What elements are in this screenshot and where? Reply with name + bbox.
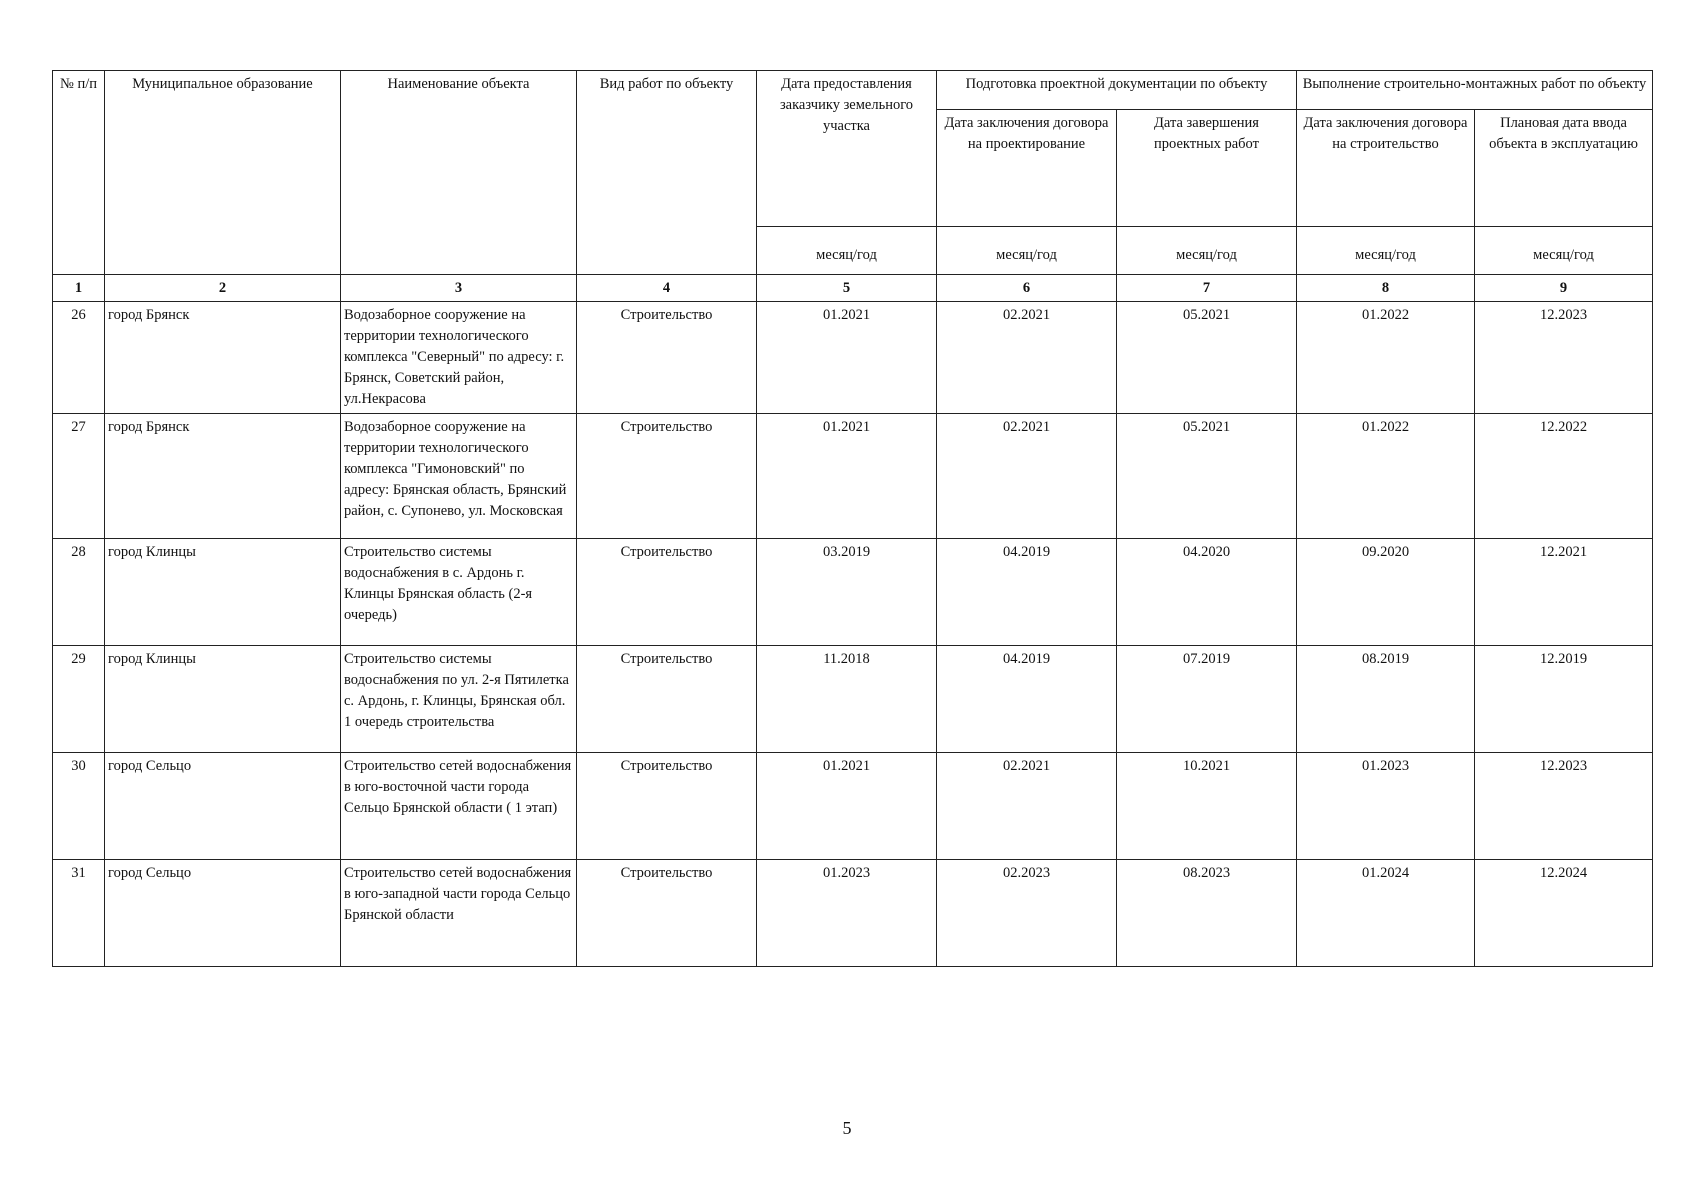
- unit-label: месяц/год: [757, 227, 937, 275]
- land-date-cell: 01.2021: [757, 302, 937, 414]
- build-contract-date-cell: 08.2019: [1297, 646, 1475, 753]
- column-numbers-row: [53, 275, 1653, 302]
- header-group-build: Выполнение строительно-монтажных работ по объекту: [1297, 71, 1653, 110]
- municipality-cell: город Брянск: [105, 414, 341, 539]
- table-row: [53, 753, 1653, 860]
- table-row: [53, 302, 1653, 414]
- design-contract-date-cell: 04.2019: [937, 646, 1117, 753]
- commission-date-cell: 12.2024: [1475, 860, 1653, 967]
- land-date-cell: 01.2023: [757, 860, 937, 967]
- municipality-cell: город Брянск: [105, 302, 341, 414]
- header-design-contract: Дата заключения договора на проектирование: [937, 110, 1117, 227]
- page-number: 5: [842, 1118, 852, 1138]
- column-number: 9: [1475, 275, 1653, 302]
- design-finish-date-cell: 05.2021: [1117, 302, 1297, 414]
- work-type-cell: Строительство: [577, 646, 757, 753]
- design-contract-date-cell: 04.2019: [937, 539, 1117, 646]
- build-contract-date-cell: 01.2024: [1297, 860, 1475, 967]
- commission-date-cell: 12.2019: [1475, 646, 1653, 753]
- header-commission-date: Плановая дата ввода объекта в эксплуатацию: [1475, 110, 1653, 227]
- design-finish-date-cell: 05.2021: [1117, 414, 1297, 539]
- unit-label: месяц/год: [1475, 227, 1653, 275]
- work-type-cell: Строительство: [577, 302, 757, 414]
- commission-date-cell: 12.2021: [1475, 539, 1653, 646]
- object-name-cell: Строительство системы водоснабжения в с. Ардонь г. Клинцы Брянская область (2-я очередь): [341, 539, 577, 646]
- design-contract-date-cell: 02.2021: [937, 414, 1117, 539]
- land-date-cell: 01.2021: [757, 414, 937, 539]
- column-number: 7: [1117, 275, 1297, 302]
- commission-date-cell: 12.2022: [1475, 414, 1653, 539]
- land-date-cell: 01.2021: [757, 753, 937, 860]
- column-number: 2: [105, 275, 341, 302]
- column-number: 3: [341, 275, 577, 302]
- column-number: 8: [1297, 275, 1475, 302]
- work-type-cell: Строительство: [577, 753, 757, 860]
- design-contract-date-cell: 02.2023: [937, 860, 1117, 967]
- design-finish-date-cell: 10.2021: [1117, 753, 1297, 860]
- design-contract-date-cell: 02.2021: [937, 302, 1117, 414]
- projects-table: [52, 70, 1653, 967]
- row-number: 27: [53, 414, 105, 539]
- row-number: 26: [53, 302, 105, 414]
- column-number: 5: [757, 275, 937, 302]
- unit-label: месяц/год: [1117, 227, 1297, 275]
- header-build-contract: Дата заключения договора на строительство: [1297, 110, 1475, 227]
- build-contract-date-cell: 01.2022: [1297, 302, 1475, 414]
- header-object-name: Наименование объекта: [341, 71, 577, 275]
- header-row-1: [53, 71, 1653, 110]
- object-name-cell: Водозаборное сооружение на территории технологического комплекса "Гимоновский" по адресу: Брянская область, Брянский район, с. Супонево, ул. Московская: [341, 414, 577, 539]
- header-work-type: Вид работ по объекту: [577, 71, 757, 275]
- table-row: [53, 414, 1653, 539]
- header-land-date: Дата предоставления заказчику земельного участка: [757, 71, 937, 227]
- municipality-cell: город Клинцы: [105, 646, 341, 753]
- design-finish-date-cell: 07.2019: [1117, 646, 1297, 753]
- table-body: [53, 302, 1653, 967]
- header-design-finish: Дата завершения проектных работ: [1117, 110, 1297, 227]
- column-number: 6: [937, 275, 1117, 302]
- table-row: [53, 860, 1653, 967]
- municipality-cell: город Клинцы: [105, 539, 341, 646]
- land-date-cell: 03.2019: [757, 539, 937, 646]
- work-type-cell: Строительство: [577, 860, 757, 967]
- commission-date-cell: 12.2023: [1475, 753, 1653, 860]
- design-contract-date-cell: 02.2021: [937, 753, 1117, 860]
- object-name-cell: Строительство сетей водоснабжения в юго-западной части города Сельцо Брянской области: [341, 860, 577, 967]
- document-page: [52, 70, 1652, 967]
- municipality-cell: город Сельцо: [105, 860, 341, 967]
- column-number: 1: [53, 275, 105, 302]
- land-date-cell: 11.2018: [757, 646, 937, 753]
- build-contract-date-cell: 01.2023: [1297, 753, 1475, 860]
- row-number: 28: [53, 539, 105, 646]
- row-number: 30: [53, 753, 105, 860]
- unit-label: месяц/год: [937, 227, 1117, 275]
- build-contract-date-cell: 01.2022: [1297, 414, 1475, 539]
- header-group-design: Подготовка проектной документации по объекту: [937, 71, 1297, 110]
- object-name-cell: Строительство сетей водоснабжения в юго-восточной части города Сельцо Брянской области ( 1 этап): [341, 753, 577, 860]
- unit-label: месяц/год: [1297, 227, 1475, 275]
- object-name-cell: Строительство системы водоснабжения по ул. 2-я Пятилетка с. Ардонь, г. Клинцы, Брянская обл. 1 очередь строительства: [341, 646, 577, 753]
- object-name-cell: Водозаборное сооружение на территории технологического комплекса "Северный" по адресу: г. Брянск, Советский район, ул.Некрасова: [341, 302, 577, 414]
- build-contract-date-cell: 09.2020: [1297, 539, 1475, 646]
- design-finish-date-cell: 08.2023: [1117, 860, 1297, 967]
- row-number: 29: [53, 646, 105, 753]
- design-finish-date-cell: 04.2020: [1117, 539, 1297, 646]
- row-number: 31: [53, 860, 105, 967]
- municipality-cell: город Сельцо: [105, 753, 341, 860]
- work-type-cell: Строительство: [577, 539, 757, 646]
- commission-date-cell: 12.2023: [1475, 302, 1653, 414]
- header-no: № п/п: [53, 71, 105, 275]
- table-row: [53, 539, 1653, 646]
- header-municipality: Муниципальное образование: [105, 71, 341, 275]
- column-number: 4: [577, 275, 757, 302]
- table-row: [53, 646, 1653, 753]
- work-type-cell: Строительство: [577, 414, 757, 539]
